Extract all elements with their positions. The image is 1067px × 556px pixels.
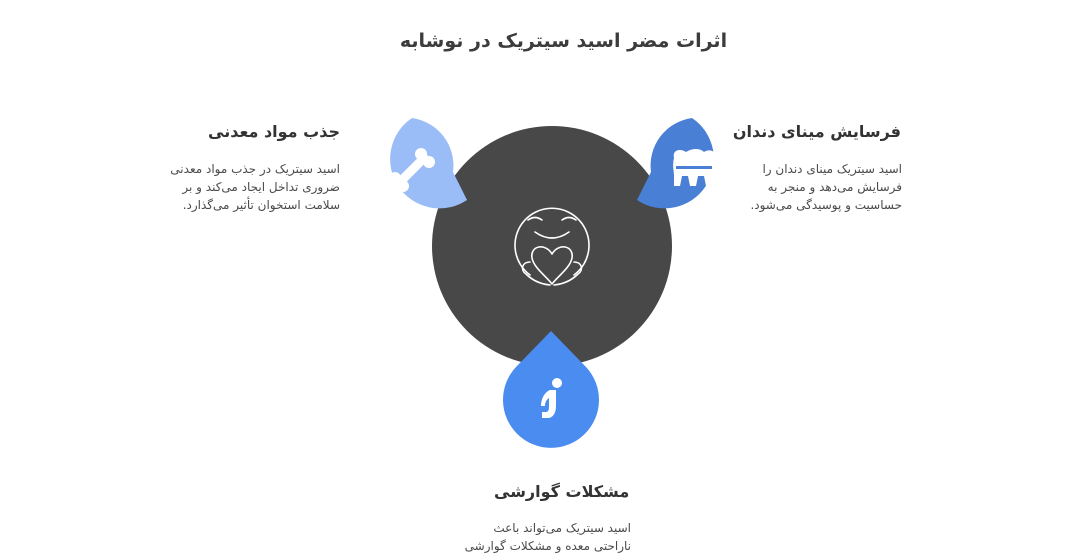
tooth-description [750,160,902,214]
tooth-desc-line: فرسایش می‌دهد و منجر به [767,180,902,194]
digestive-desc-line: اسید سیتریک می‌تواند باعث [493,521,631,535]
center-circle [432,126,672,366]
mineral-desc-line: اسید سیتریک در جذب مواد معدنی [170,162,340,176]
mineral-desc-line: ضروری تداخل ایجاد می‌کند و بر [182,180,340,194]
mineral-heading: جذب مواد معدنی [208,122,340,141]
tooth-desc-line: اسید سیتریک مینای دندان را [762,162,902,176]
digestive-heading: مشکلات گوارشی [494,482,630,501]
tooth-desc-line: حساسیت و پوسیدگی می‌شود. [750,198,902,212]
tooth-icon [673,149,716,186]
digestive-desc-line: ناراحتی معده و مشکلات گوارشی [464,539,631,553]
page-title: اثرات مضر اسید سیتریک در نوشابه [399,30,728,52]
digestive-description [465,519,631,555]
mineral-description [170,160,340,214]
mineral-desc-line: سلامت استخوان تأثیر می‌گذارد. [182,198,340,212]
tooth-heading: فرسایش مینای دندان [732,122,901,141]
